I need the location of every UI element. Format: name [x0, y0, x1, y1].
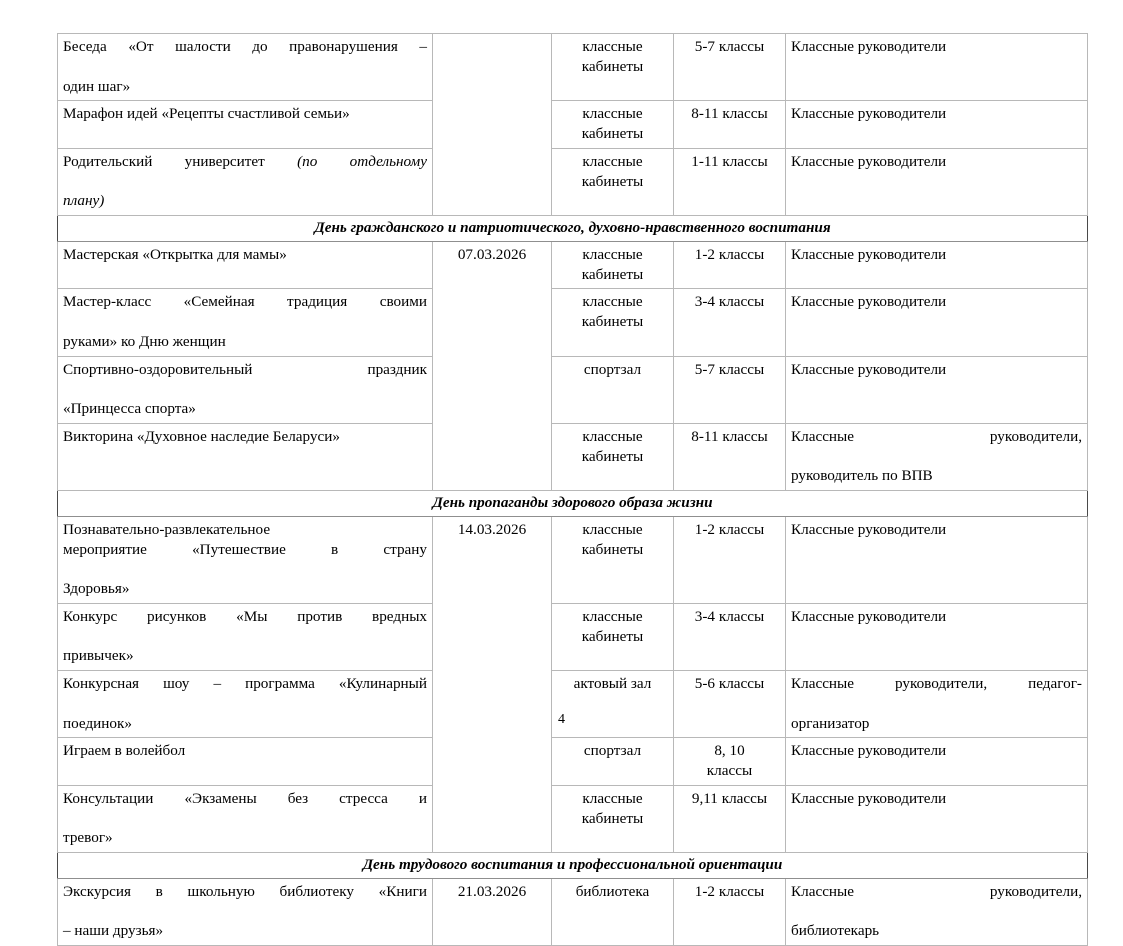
responsible-line: организатор	[791, 714, 870, 732]
place-line: кабинеты	[581, 809, 644, 827]
cell-event	[58, 241, 433, 289]
responsible-value: Классные руководители	[791, 38, 947, 55]
event-line: Консультации «Экзамены без стресса и	[63, 789, 427, 807]
table-row	[58, 423, 1088, 490]
section-header-row	[58, 491, 1088, 517]
table-row	[58, 785, 1088, 852]
cell-event	[58, 356, 433, 423]
cell-event	[58, 785, 433, 852]
cell-grade	[674, 423, 786, 490]
responsible-line: библиотекарь	[791, 922, 880, 940]
event-line: Мастерская «Открытка для мамы»	[63, 245, 287, 263]
grade-value: 1-2 классы	[694, 245, 765, 263]
place-line: библиотека	[575, 882, 650, 900]
responsible-value: Классные руководители	[791, 607, 947, 625]
place-line: актовый зал	[573, 675, 652, 692]
grade-value: 1-2 классы	[694, 520, 765, 538]
cell-event	[58, 423, 433, 490]
responsible-line: руководитель по ВПВ	[791, 467, 933, 485]
cell-event	[58, 34, 433, 101]
cell-grade	[674, 738, 786, 786]
grade-value: 3-4 классы	[694, 293, 765, 311]
cell-responsible	[786, 101, 1088, 149]
cell-date	[433, 241, 552, 490]
cell-date	[433, 878, 552, 945]
place-line: спортзал	[583, 742, 642, 760]
cell-responsible	[786, 289, 1088, 356]
cell-grade	[674, 289, 786, 356]
event-line: один шаг»	[63, 77, 131, 95]
plan-table	[57, 33, 1088, 946]
event-line	[63, 152, 427, 192]
place-line: классные	[582, 152, 643, 170]
cell-place	[552, 289, 674, 356]
event-line: Викторина «Духовное наследие Беларуси»	[63, 427, 340, 445]
event-line: Беседа «От шалости до правонарушения –	[63, 38, 427, 55]
cell-event	[58, 289, 433, 356]
responsible-line: Классные руководители,	[791, 882, 1082, 900]
place-line: кабинеты	[581, 125, 644, 142]
event-line: плану)	[63, 192, 105, 210]
responsible-value: Классные руководители	[791, 789, 947, 807]
event-line: руками» ко Дню женщин	[63, 332, 226, 350]
grade-value: 8-11 классы	[691, 427, 768, 445]
place-line: классные	[582, 789, 643, 807]
cell-responsible	[786, 878, 1088, 945]
event-line: «Принцесса спорта»	[63, 400, 196, 417]
cell-responsible	[786, 148, 1088, 215]
cell-event	[58, 738, 433, 786]
event-line: Здоровья»	[63, 580, 130, 597]
cell-place	[552, 423, 674, 490]
cell-place	[552, 356, 674, 423]
grade-value: 1-11 классы	[691, 152, 768, 170]
table-row	[58, 241, 1088, 289]
responsible-value: Классные руководители	[791, 293, 947, 311]
cell-place	[552, 148, 674, 215]
cell-event	[58, 603, 433, 670]
cell-place	[552, 603, 674, 670]
table-row	[58, 738, 1088, 786]
place-line: кабинеты	[581, 540, 644, 558]
responsible-value: Классные руководители	[791, 105, 947, 123]
cell-grade	[674, 356, 786, 423]
responsible-value: Классные руководители	[791, 152, 947, 170]
section-title: День трудового воспитания и профессиональной ориентации	[58, 853, 1088, 879]
event-line: Экскурсия в школьную библиотеку «Книги	[63, 882, 427, 900]
responsible-value: Классные руководители	[791, 520, 947, 538]
cell-responsible	[786, 516, 1088, 603]
cell-place	[552, 241, 674, 289]
cell-grade	[674, 34, 786, 101]
table-row	[58, 878, 1088, 945]
cell-grade	[674, 878, 786, 945]
place-line: кабинеты	[581, 313, 644, 330]
cell-event	[58, 878, 433, 945]
page-number: 4	[558, 712, 565, 727]
event-line: Познавательно-развлекательное	[63, 520, 271, 538]
cell-responsible	[786, 34, 1088, 101]
grade-line: 8, 10	[714, 742, 745, 760]
event-text: Родительский университет	[63, 152, 298, 170]
date-value: 14.03.2026	[457, 520, 527, 538]
place-line: кабинеты	[581, 57, 644, 75]
grade-value: 5-7 классы	[694, 38, 765, 55]
cell-place	[552, 101, 674, 149]
cell-responsible	[786, 241, 1088, 289]
grade-value: 8-11 классы	[691, 105, 768, 123]
plan-table-container	[57, 33, 1087, 946]
place-line: кабинеты	[581, 172, 644, 190]
table-row	[58, 356, 1088, 423]
table-row	[58, 34, 1088, 101]
event-line: поединок»	[63, 714, 132, 732]
table-row	[58, 603, 1088, 670]
table-row	[58, 148, 1088, 215]
table-row	[58, 516, 1088, 603]
cell-event	[58, 516, 433, 603]
event-line: Мастер-класс «Семейная традиция своими	[63, 293, 427, 311]
cell-event	[58, 101, 433, 149]
cell-place	[552, 516, 674, 603]
section-header-row	[58, 853, 1088, 879]
event-line: Спортивно-оздоровительный праздник	[63, 360, 427, 378]
cell-place	[552, 34, 674, 101]
grade-value: 3-4 классы	[694, 607, 765, 625]
place-line: классные	[582, 427, 643, 445]
place-line: спортзал	[583, 360, 642, 378]
cell-date	[433, 516, 552, 852]
place-line: классные	[582, 105, 643, 123]
cell-responsible	[786, 423, 1088, 490]
event-line: Играем в волейбол	[63, 742, 186, 760]
cell-responsible	[786, 356, 1088, 423]
cell-grade	[674, 101, 786, 149]
responsible-value: Классные руководители	[791, 742, 947, 760]
cell-place	[552, 738, 674, 786]
event-line: Конкурс рисунков «Мы против вредных	[63, 607, 427, 625]
responsible-line: Классные руководители,	[791, 427, 1082, 445]
cell-grade	[674, 241, 786, 289]
cell-responsible	[786, 738, 1088, 786]
cell-event	[58, 148, 433, 215]
place-line: классные	[582, 520, 643, 538]
section-title: День пропаганды здорового образа жизни	[58, 491, 1088, 517]
place-line: кабинеты	[581, 627, 644, 645]
place-line: кабинеты	[581, 265, 644, 283]
cell-grade	[674, 785, 786, 852]
date-value: 07.03.2026	[457, 245, 527, 263]
table-row	[58, 101, 1088, 149]
cell-grade	[674, 148, 786, 215]
table-row	[58, 289, 1088, 356]
event-line: привычек»	[63, 647, 134, 665]
event-line: Марафон идей «Рецепты счастливой семьи»	[63, 105, 350, 123]
cell-responsible	[786, 785, 1088, 852]
responsible-value: Классные руководители	[791, 245, 947, 263]
grade-value: 5-7 классы	[694, 360, 765, 378]
plan-table-body	[58, 34, 1088, 946]
event-line: – наши друзья»	[63, 922, 164, 940]
event-line: Конкурсная шоу – программа «Кулинарный	[63, 675, 427, 692]
responsible-value: Классные руководители	[791, 360, 947, 378]
section-header-row	[58, 216, 1088, 242]
cell-responsible	[786, 603, 1088, 670]
cell-place	[552, 878, 674, 945]
place-line: классные	[582, 607, 643, 625]
grade-value: 5-6 классы	[694, 675, 765, 692]
event-line: тревог»	[63, 829, 113, 847]
place-line: классные	[582, 293, 643, 311]
place-line: классные	[582, 38, 643, 55]
cell-grade	[674, 516, 786, 603]
grade-line: классы	[706, 762, 753, 779]
responsible-line: Классные руководители, педагог-	[791, 675, 1082, 692]
place-line: кабинеты	[581, 447, 644, 465]
grade-value: 1-2 классы	[694, 882, 765, 900]
section-title: День гражданского и патриотического, духовно-нравственного воспитания	[58, 216, 1088, 242]
cell-grade	[674, 603, 786, 670]
grade-value: 9,11 классы	[691, 789, 768, 807]
event-line: мероприятие «Путешествие в страну	[63, 540, 427, 558]
cell-place	[552, 785, 674, 852]
place-line: классные	[582, 245, 643, 263]
cell-date	[433, 34, 552, 216]
date-value: 21.03.2026	[457, 882, 527, 900]
event-text-italic: (по отдельному	[297, 152, 427, 170]
